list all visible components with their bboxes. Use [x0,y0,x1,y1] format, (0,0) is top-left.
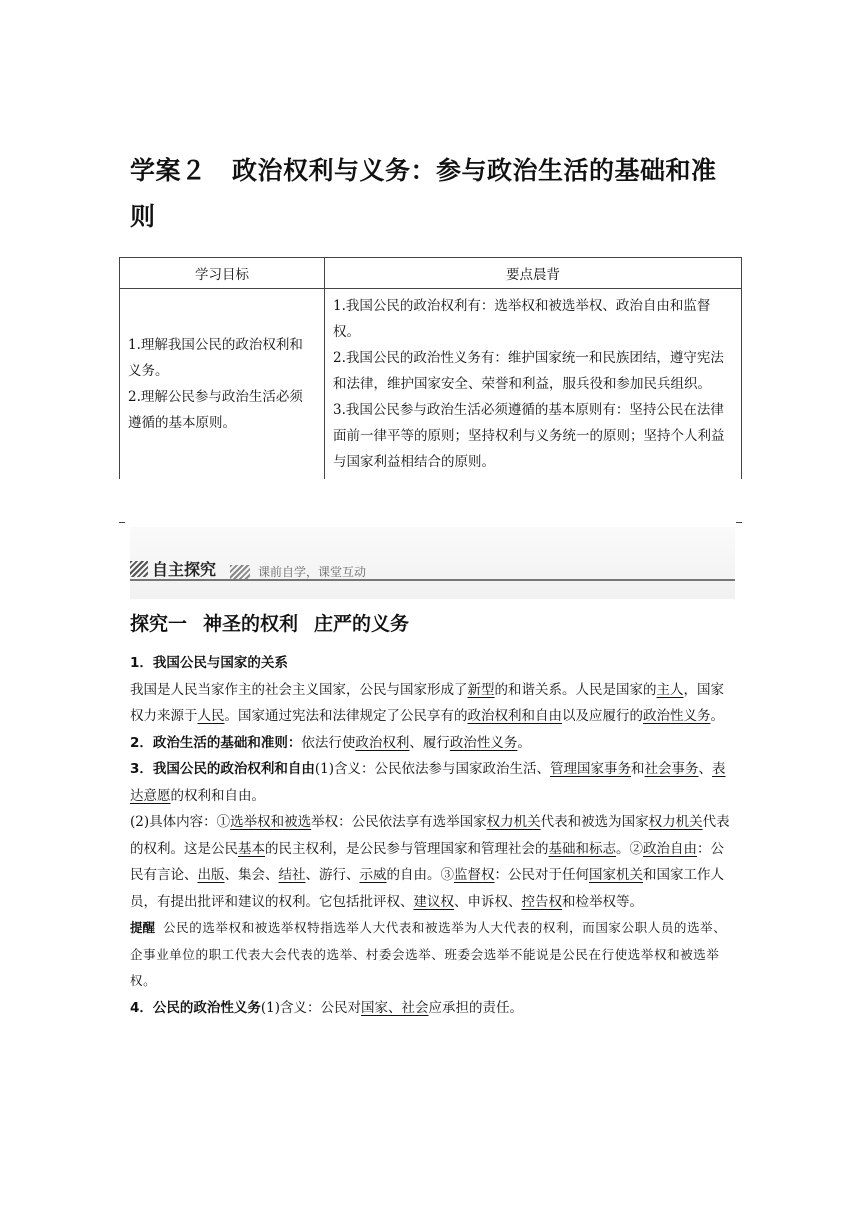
learning-goals-table [119,257,742,479]
table-corner-mark [736,522,742,523]
fill-blank: 建议权 [413,893,454,910]
fill-blank: 出版 [197,867,225,883]
banner-rule [130,579,735,581]
fill-blank: 基本 [238,840,265,857]
banner-subtitle: 课前自学，课堂互动 [258,565,367,579]
key-points-cell [325,289,742,480]
paragraph: 2．政治生活的基础和准则：依法行使政治权利、履行政治性义务。 [130,734,531,751]
fill-blank: 政治权利和自由 [467,708,562,724]
fill-blank: 政治性义务 [643,708,711,724]
fill-blank: 表达意愿 [130,761,726,804]
paragraph: 我国是人民当家作主的社会主义国家，公民与国家形成了新型的和谐关系。人民是国家的主人，国家权力来源于人民。国家通过宪法和法律规定了公民享有的政治权利和自由以及应履行的政治性义务。 [130,681,724,724]
paragraph: (2)具体内容：①选举权和被选举权：公民依法享有选举国家权力机关代表和被选为国家权力机关代表的权利。这是公民基本的民主权利，是公民参与管理国家和管理社会的基础和标志。②政治自由：公民有言论、出版、集会、结社、游行、示威的自由。③监督权：公民对于任何国家机关和国家工作人员，有提出批评和建议的权利。它包括批评权、建议权、申诉权、控告权和检举权等。 [130,814,730,910]
fill-blank: 政治自由 [643,840,697,857]
page-title: 学案２ 政治权利与义务：参与政治生活的基础和准则 [130,156,717,231]
goal-item: 2.理解公民参与政治生活必须遵循的基本原则。 [128,389,303,431]
key-point-item: 1.我国公民的政治权利有：选举权和被选举权、政治自由和监督权。 [333,298,711,340]
table-header-row [120,258,742,289]
fill-blank: 控告权 [521,893,562,910]
section-heading: 探究一 神圣的权利 庄严的义务 [130,613,410,635]
paragraph: 3．我国公民的政治权利和自由(1)含义：公民依法参与国家政治生活、管理国家事务和社会事务、表达意愿的权利和自由。 [130,761,726,804]
reminder-note [130,915,730,995]
key-point-item: 3.我国公民参与政治生活必须遵循的基本原则有：坚持公民在法律面前一律平等的原则；坚持权利与义务统一的原则；坚持个人利益与国家利益相结合的原则。 [333,402,725,470]
fill-blank: 管理国家事务 [550,761,632,777]
fill-blank: 新型 [467,681,495,698]
key-point-item: 2.我国公民的政治性义务有：维护国家统一和民族团结，遵守宪法和法律，维护国家安全、荣誉和利益，服兵役和参加民兵组织。 [333,350,724,392]
table-row [120,289,742,480]
fill-blank: 主人 [656,681,684,698]
fill-blank: 基础和标志 [548,840,616,857]
fill-blank: 权力机关 [486,814,541,830]
table-corner-mark [119,522,125,523]
table-header-goals: 学习目标 [120,258,325,289]
wedge-decoration-icon [230,565,250,579]
content-body [130,650,730,1021]
banner-heading: 自主探究 [152,560,217,579]
reminder-label: 提醒 [130,920,156,935]
fill-blank: 权力机关 [648,814,703,830]
fill-blank: 结社 [278,867,306,883]
learning-goals-cell [120,289,325,480]
fill-blank: 监督权 [454,867,495,883]
fill-blank: 政治权利 [355,734,410,751]
subheading: 1．我国公民与国家的关系 [130,655,288,671]
paragraph: 4．公民的政治性义务(1)含义：公民对国家、社会应承担的责任。 [130,999,524,1016]
fill-blank: 国家机关 [589,867,643,883]
table-header-key-points: 要点晨背 [325,258,742,289]
fill-blank: 国家、社会 [361,999,429,1016]
reminder-text: 公民的选举权和被选举权特指选举人大代表和被选举为人大代表的权利，而国家公职人员的选举、企事业单位的职工代表大会代表的选举、村委会选举、班委会选举不能说是公民在行使选举权和被选举权。 [130,920,727,988]
fill-blank: 示威 [359,867,387,883]
section-banner [130,527,735,599]
fill-blank: 选举权和被选 [230,814,312,830]
stripe-decoration-icon [130,561,148,577]
goal-item: 1.理解我国公民的政治权利和义务。 [128,337,303,379]
fill-blank: 社会事务 [644,761,699,777]
fill-blank: 政治性义务 [449,734,518,751]
fill-blank: 人民 [197,708,225,724]
